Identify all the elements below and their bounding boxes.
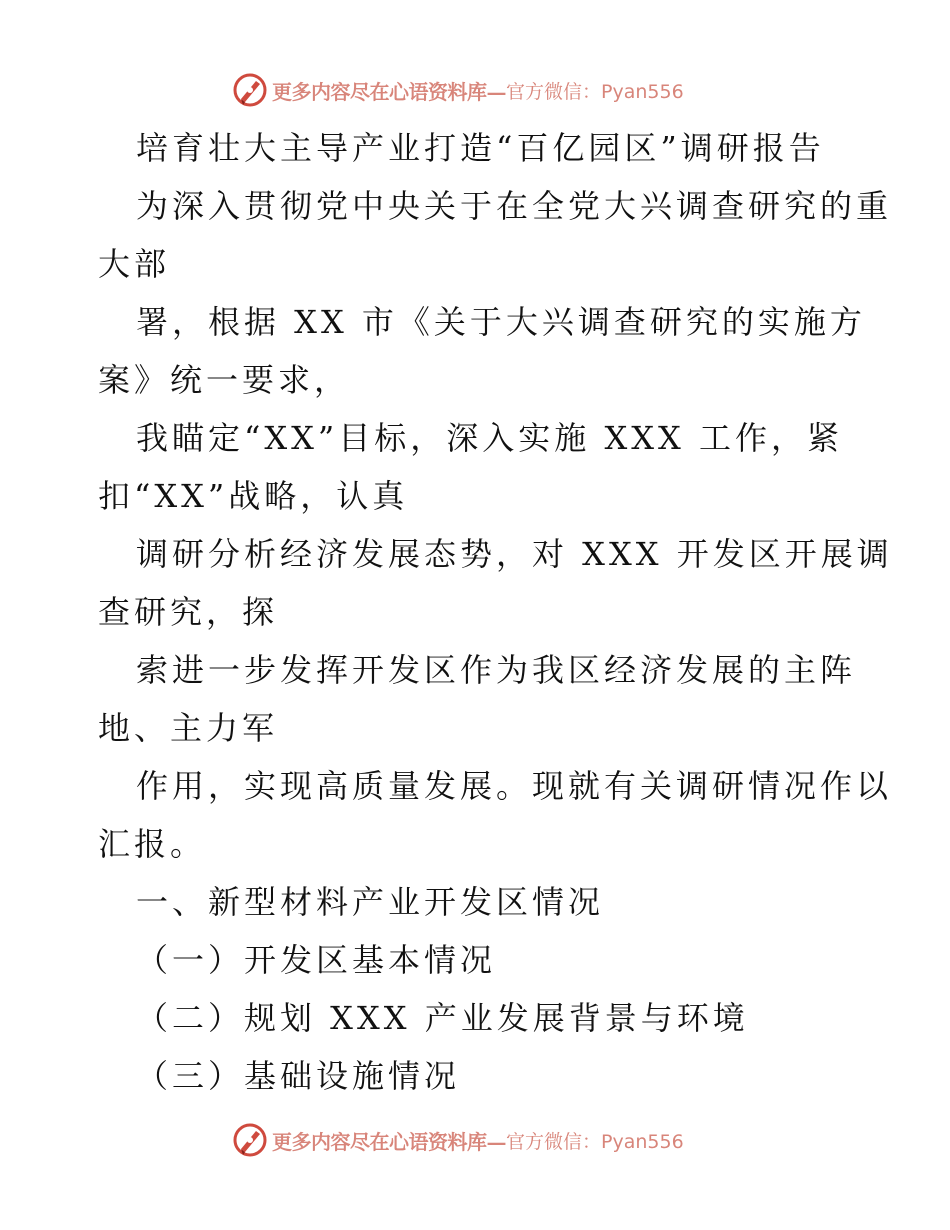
banner-main-text: 更多内容尽在心语资料库— — [272, 1129, 506, 1154]
subsection-heading: （三）基础设施情况 — [136, 1057, 461, 1095]
paragraph-line: 地、主力军 — [98, 709, 279, 747]
pen-logo-icon — [232, 1122, 268, 1158]
subsection-heading: （一）开发区基本情况 — [136, 941, 497, 979]
paragraph-line: 查研究，探 — [98, 593, 279, 631]
paragraph-line: 索进一步发挥开发区作为我区经济发展的主阵 — [136, 651, 857, 689]
paragraph-line: 案》统一要求， — [98, 361, 351, 399]
paragraph-line: 大部 — [98, 245, 171, 283]
banner-wechat-text: 官方微信：Pyan556 — [506, 80, 684, 103]
paragraph-line: 扣“XX”战略，认真 — [98, 477, 409, 515]
header-banner — [232, 72, 684, 108]
pen-logo-icon — [232, 72, 268, 108]
banner-wechat-text: 官方微信：Pyan556 — [506, 1130, 684, 1153]
footer-banner — [232, 1122, 684, 1158]
paragraph-line: 作用，实现高质量发展。现就有关调研情况作以 — [136, 767, 893, 805]
paragraph-line: 汇报。 — [98, 825, 207, 863]
paragraph-line: 调研分析经济发展态势，对 XXX 开发区开展调 — [136, 535, 893, 573]
subsection-heading: （二）规划 XXX 产业发展背景与环境 — [136, 999, 749, 1037]
banner-main-text: 更多内容尽在心语资料库— — [272, 79, 506, 104]
paragraph-line: 我瞄定“XX”目标，深入实施 XXX 工作，紧 — [136, 419, 843, 457]
paragraph-line: 署，根据 XX 市《关于大兴调查研究的实施方 — [136, 303, 866, 341]
section-heading: 一、新型材料产业开发区情况 — [136, 883, 605, 921]
document-title: 培育壮大主导产业打造“百亿园区”调研报告 — [136, 129, 825, 167]
paragraph-line: 为深入贯彻党中央关于在全党大兴调查研究的重 — [136, 187, 893, 225]
